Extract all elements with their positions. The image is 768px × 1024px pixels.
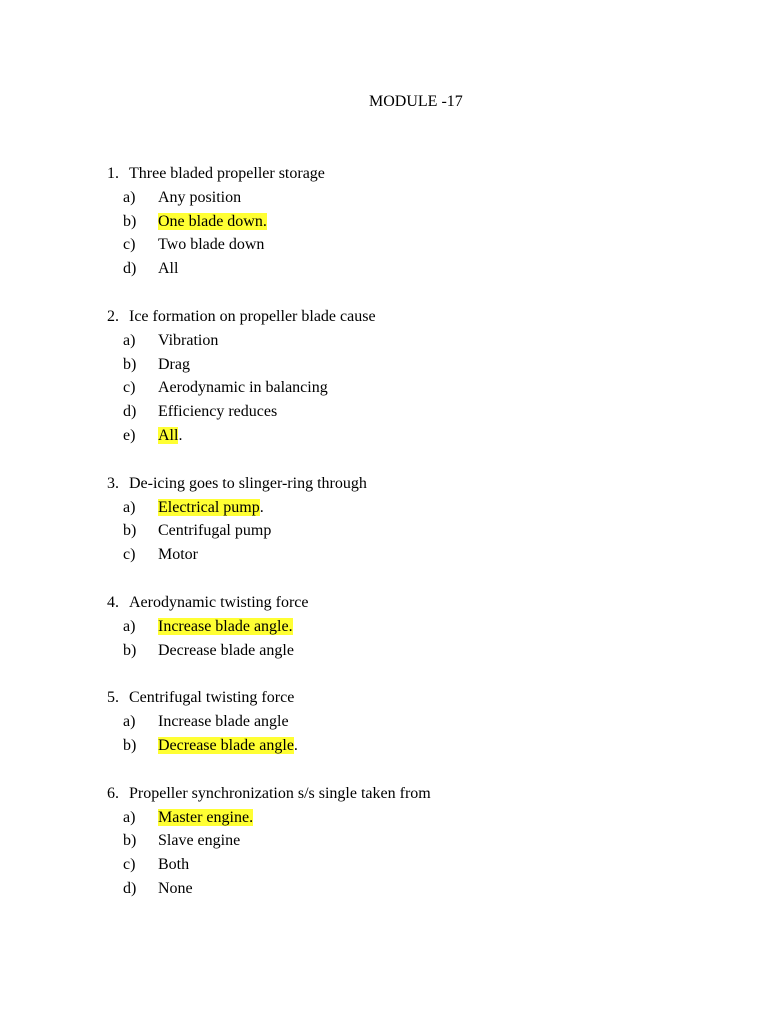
option-text-wrap	[158, 736, 298, 756]
option-letter: d)	[123, 403, 137, 421]
answer-option	[107, 378, 707, 402]
option-text: Drag	[158, 355, 190, 373]
question-number: 6.	[107, 784, 119, 802]
question-line	[107, 164, 707, 188]
answer-option	[107, 831, 707, 855]
option-text: None	[158, 879, 193, 897]
option-text-wrap	[158, 641, 294, 661]
option-text-wrap	[158, 545, 198, 565]
option-letter: a)	[123, 331, 136, 349]
option-text-wrap	[158, 712, 289, 732]
option-text: Both	[158, 856, 190, 874]
question-line	[107, 688, 707, 712]
option-suffix: .	[259, 498, 264, 516]
answer-option	[107, 212, 707, 236]
option-suffix: .	[178, 426, 183, 444]
option-text: Motor	[158, 546, 198, 564]
answer-option	[107, 617, 707, 641]
option-text: Slave engine	[158, 832, 241, 850]
answer-option	[107, 331, 707, 355]
question-text: Three bladed propeller storage	[129, 165, 325, 182]
question-text: Propeller synchronization s/s single taken from	[129, 784, 431, 802]
option-letter: a)	[123, 498, 136, 516]
answer-option	[107, 498, 707, 522]
question-number: 2.	[107, 307, 119, 325]
question-number: 4.	[107, 593, 119, 611]
option-text-wrap	[158, 855, 189, 875]
option-text-wrap	[158, 188, 241, 208]
highlighted-answer: All	[158, 426, 179, 444]
option-letter: b)	[123, 522, 137, 540]
option-letter: b)	[123, 355, 137, 373]
option-letter: b)	[123, 832, 137, 850]
answer-option	[107, 188, 707, 212]
option-text-wrap	[158, 355, 190, 375]
option-text: Any position	[158, 188, 242, 206]
option-text: Aerodynamic in balancing	[158, 379, 328, 397]
option-text-wrap	[158, 617, 293, 637]
option-text-wrap	[158, 402, 277, 422]
question-number: 1.	[107, 165, 119, 182]
page-title: MODULE -17	[369, 93, 463, 110]
question-line	[107, 784, 707, 808]
question-line	[107, 307, 707, 331]
question-3	[107, 474, 707, 569]
option-text-wrap	[158, 426, 182, 446]
question-text: De-icing goes to slinger-ring through	[129, 474, 367, 492]
option-text-wrap	[158, 879, 193, 899]
option-text-wrap	[158, 331, 218, 351]
option-text: Vibration	[158, 331, 219, 349]
option-letter: b)	[123, 736, 137, 754]
option-text: Efficiency reduces	[158, 403, 278, 421]
option-text-wrap	[158, 235, 264, 255]
question-4	[107, 593, 707, 664]
question-number: 3.	[107, 474, 119, 492]
option-text: Decrease blade angle	[158, 641, 294, 659]
question-text: Ice formation on propeller blade cause	[129, 307, 376, 325]
option-letter: e)	[123, 426, 136, 444]
option-text: Two blade down	[158, 236, 265, 254]
option-letter: c)	[123, 379, 136, 397]
option-letter: a)	[123, 808, 136, 826]
option-letter: c)	[123, 546, 136, 564]
option-letter: c)	[123, 856, 136, 874]
highlighted-answer: Master engine.	[158, 808, 254, 826]
option-letter: b)	[123, 641, 137, 659]
option-text-wrap	[158, 521, 271, 541]
question-6	[107, 784, 707, 903]
highlighted-answer: Increase blade angle.	[158, 617, 293, 635]
option-text: Centrifugal pump	[158, 522, 272, 540]
question-number: 5.	[107, 689, 119, 707]
option-text-wrap	[158, 831, 240, 851]
highlighted-answer: Decrease blade angle	[158, 736, 294, 754]
option-text: Increase blade angle	[158, 713, 289, 731]
question-list	[107, 164, 707, 927]
answer-option	[107, 736, 707, 760]
option-letter: c)	[123, 236, 136, 254]
answer-option	[107, 402, 707, 426]
option-letter: d)	[123, 879, 137, 897]
answer-option	[107, 235, 707, 259]
option-text: All	[158, 260, 179, 278]
answer-option	[107, 521, 707, 545]
answer-option	[107, 712, 707, 736]
answer-option	[107, 259, 707, 283]
answer-option	[107, 545, 707, 569]
option-letter: a)	[123, 713, 136, 731]
option-text-wrap	[158, 212, 267, 232]
option-text-wrap	[158, 498, 264, 518]
highlighted-answer: Electrical pump	[158, 498, 260, 516]
answer-option	[107, 879, 707, 903]
question-line	[107, 593, 707, 617]
highlighted-answer: One blade down.	[158, 212, 267, 230]
option-letter: b)	[123, 212, 137, 230]
option-letter: a)	[123, 617, 136, 635]
question-1	[107, 164, 707, 283]
answer-option	[107, 641, 707, 665]
option-text-wrap	[158, 378, 328, 398]
answer-option	[107, 855, 707, 879]
answer-option	[107, 808, 707, 832]
question-2	[107, 307, 707, 450]
option-suffix: .	[293, 736, 298, 754]
question-text: Centrifugal twisting force	[129, 689, 295, 707]
option-letter: d)	[123, 260, 137, 278]
question-5	[107, 688, 707, 759]
option-letter: a)	[123, 188, 136, 206]
answer-option	[107, 355, 707, 379]
answer-option	[107, 426, 707, 450]
question-text: Aerodynamic twisting force	[129, 593, 309, 611]
option-text-wrap	[158, 808, 253, 828]
option-text-wrap	[158, 259, 178, 279]
question-line	[107, 474, 707, 498]
